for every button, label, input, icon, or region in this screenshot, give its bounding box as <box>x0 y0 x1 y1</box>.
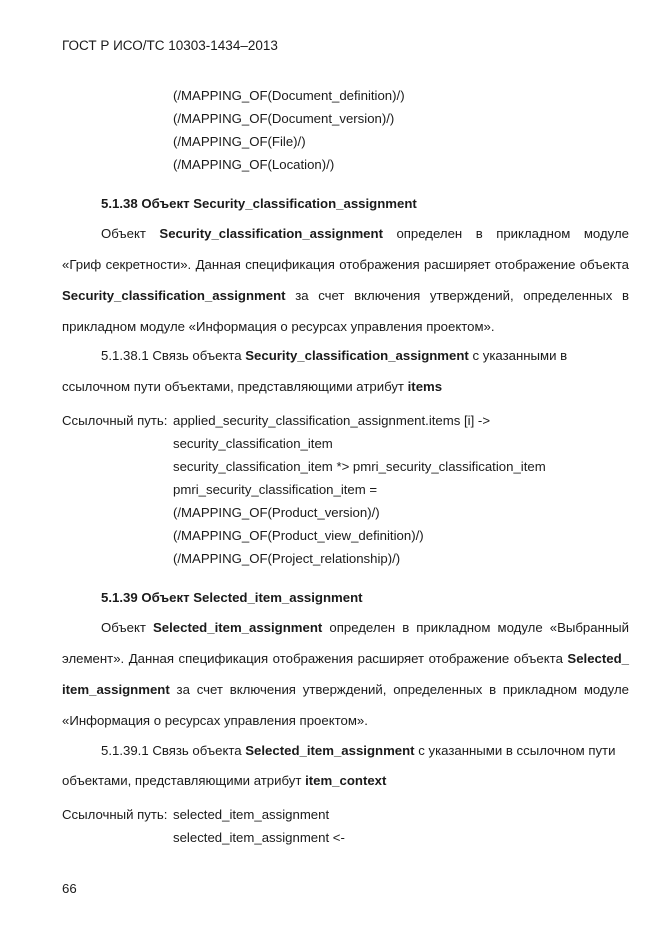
reference-path-line: security_classification_item *> pmri_security_classification_item <box>173 459 546 474</box>
paragraph-line: Объект Security_classification_assignment определен в прикладном модуле <box>101 226 629 241</box>
reference-path-line: selected_item_assignment <- <box>173 830 345 845</box>
reference-path-line: (/MAPPING_OF(Project_relationship)/) <box>173 551 401 566</box>
entity-name: Selected_ <box>567 651 629 666</box>
reference-path-line: pmri_security_classification_item = <box>173 482 378 497</box>
mapping-line: (/MAPPING_OF(Document_version)/) <box>173 111 395 126</box>
reference-path-line: (/MAPPING_OF(Product_version)/) <box>173 505 380 520</box>
paragraph-line: «Гриф секретности». Данная спецификация отображения расширяет отображение объекта <box>62 257 629 272</box>
mapping-line: (/MAPPING_OF(File)/) <box>173 134 306 149</box>
paragraph-line: прикладном модуле «Информация о ресурсах управления проектом». <box>62 319 495 334</box>
attribute-name: item_context <box>305 773 387 788</box>
subsection-line: 5.1.39.1 Связь объекта Selected_item_assignment с указанными в ссылочном пути <box>101 743 616 758</box>
entity-name: Security_classification_assignment <box>245 348 469 363</box>
document-header: ГОСТ Р ИСО/ТС 10303-1434–2013 <box>62 38 278 53</box>
reference-path-label: Ссылочный путь: <box>62 807 168 822</box>
page-number: 66 <box>62 881 77 896</box>
section-heading: 5.1.39 Объект Selected_item_assignment <box>101 590 363 605</box>
subsection-line: 5.1.38.1 Связь объекта Security_classification_assignment с указанными в <box>101 348 568 363</box>
subsection-line: ссылочном пути объектами, представляющими атрибут items <box>62 379 443 394</box>
reference-path-line: security_classification_item <box>173 436 333 451</box>
entity-name: Security_classification_assignment <box>62 288 286 303</box>
subsection-line: объектами, представляющими атрибут item_context <box>62 773 387 788</box>
paragraph-line: item_assignment за счет включения утверждений, определенных в прикладном модуле <box>62 682 629 697</box>
paragraph-line: Объект Selected_item_assignment определен в прикладном модуле «Выбранный <box>101 620 629 635</box>
entity-name: Security_classification_assignment <box>159 226 383 241</box>
section-heading: 5.1.38 Объект Security_classification_assignment <box>101 196 417 211</box>
attribute-name: items <box>407 379 443 394</box>
mapping-line: (/MAPPING_OF(Document_definition)/) <box>173 88 405 103</box>
reference-path-line: applied_security_classification_assignment.items [i] -> <box>173 413 491 428</box>
reference-path-label: Ссылочный путь: <box>62 413 168 428</box>
entity-name: Selected_item_assignment <box>152 620 323 635</box>
reference-path-line: selected_item_assignment <box>173 807 330 822</box>
paragraph-line: элемент». Данная спецификация отображения расширяет отображение объекта Selected_ <box>62 651 629 666</box>
entity-name: Selected_item_assignment <box>245 743 415 758</box>
paragraph-line: Security_classification_assignment за счет включения утверждений, определенных в <box>62 288 629 303</box>
paragraph-line: «Информация о ресурсах управления проектом». <box>62 713 368 728</box>
mapping-line: (/MAPPING_OF(Location)/) <box>173 157 335 172</box>
entity-name: item_assignment <box>62 682 170 697</box>
reference-path-line: (/MAPPING_OF(Product_view_definition)/) <box>173 528 424 543</box>
